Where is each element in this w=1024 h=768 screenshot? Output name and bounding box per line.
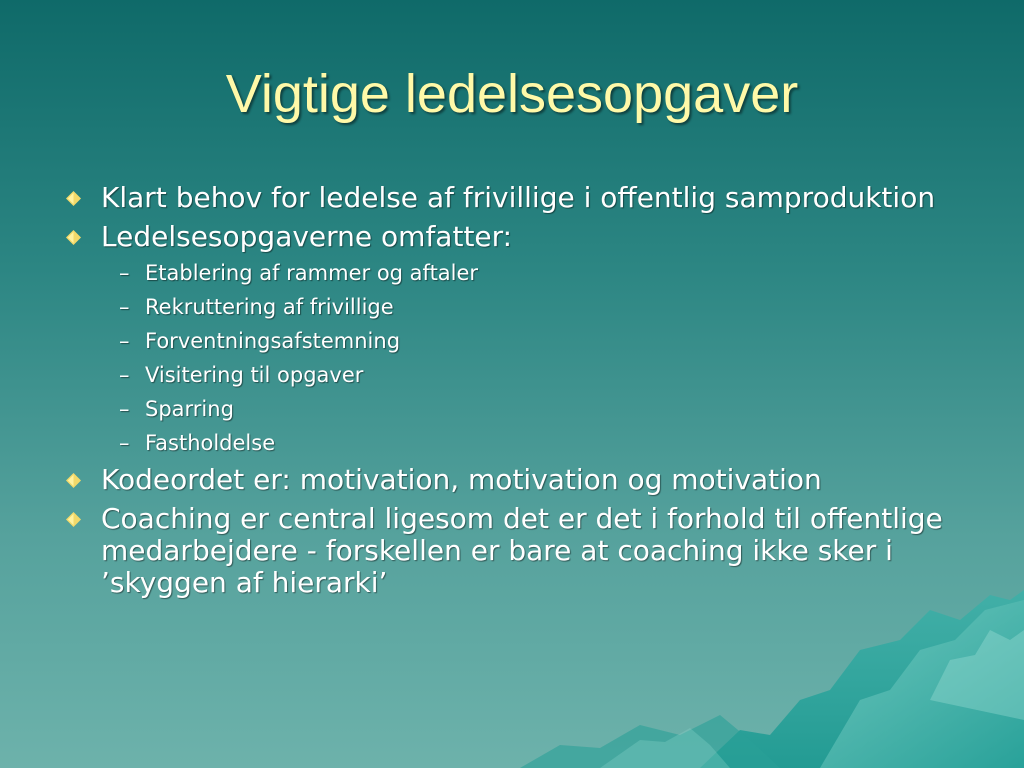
sub-bullet-item <box>119 328 984 354</box>
diamond-bullet-icon <box>66 512 81 527</box>
diamond-bullet-icon <box>66 230 81 245</box>
bullet-text: Coaching er central ligesom det er det i forhold til offentlige medarbejdere - forskellen er bare at coaching ikke sker i ’skyggen af hierarki’ <box>101 502 943 599</box>
sub-bullet-text: Etablering af rammer og aftaler <box>145 261 479 285</box>
bullet-text: Ledelsesopgaverne omfatter: <box>101 220 513 253</box>
sub-bullet-item <box>119 396 984 422</box>
sub-bullet-item <box>119 362 984 388</box>
dash-marker: – <box>119 295 130 319</box>
sub-bullet-item <box>119 430 984 456</box>
sub-bullet-text: Sparring <box>145 397 234 421</box>
dash-marker: – <box>119 261 130 285</box>
sub-bullet-text: Rekruttering af frivillige <box>145 295 394 319</box>
bullet-text: Kodeordet er: motivation, motivation og motivation <box>101 463 822 496</box>
sub-bullet-text: Fastholdelse <box>145 431 276 455</box>
bullet-list <box>64 182 984 606</box>
dash-marker: – <box>119 363 130 387</box>
bullet-item <box>64 503 984 599</box>
bullet-item <box>64 464 984 496</box>
bullet-text: Klart behov for ledelse af frivillige i offentlig samproduktion <box>101 181 936 214</box>
bullet-item <box>64 182 984 214</box>
sub-bullet-item <box>119 260 984 286</box>
slide-title: Vigtige ledelsesopgaver <box>225 64 799 124</box>
dash-marker: – <box>119 329 130 353</box>
bullet-item <box>64 221 984 253</box>
diamond-bullet-icon <box>66 473 81 488</box>
sub-bullet-item <box>119 294 984 320</box>
sub-bullet-text: Visitering til opgaver <box>145 363 364 387</box>
dash-marker: – <box>119 431 130 455</box>
dash-marker: – <box>119 397 130 421</box>
diamond-bullet-icon <box>66 191 81 206</box>
sub-bullet-text: Forventningsafstemning <box>145 329 401 353</box>
